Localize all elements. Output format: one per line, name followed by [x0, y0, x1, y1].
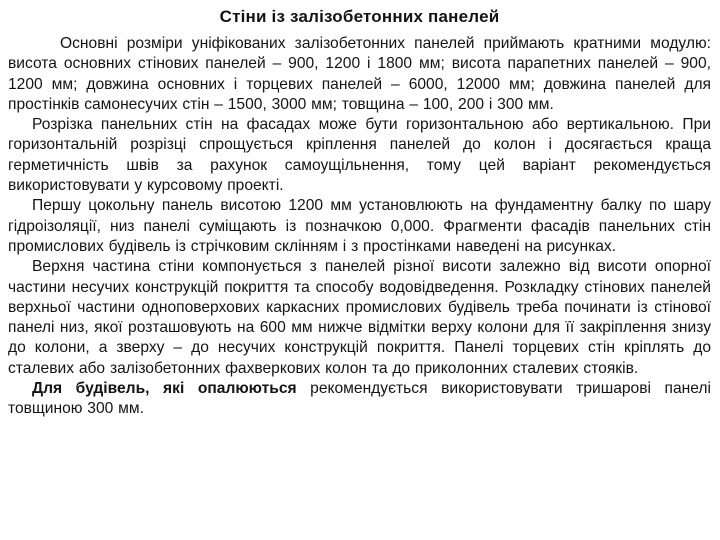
paragraph-plinth-panel: Першу цокольну панель висотою 1200 мм установлюють на фундаментну балку по шару гідроізоляції, низ панелі суміщають із позначкою 0,000. Фрагменти фасадів панельних стін промислових будівель із стрічковим склінням і з простінками наведені на рисунках. [8, 197, 711, 255]
paragraph-wall-cutting: Розрізка панельних стін на фасадах може бути горизонтальною або вертикальною. При горизонтальній розрізці спрощується кріплення панелей до колон і досягається краща герметичність швів за рахунок самоущільнення, тому цей варіант рекомендується використовувати у курсовому проекті. [8, 116, 711, 195]
heated-buildings-lead: Для будівель, які опалюються [32, 380, 297, 398]
page-title: Стіни із залізобетонних панелей [219, 7, 500, 26]
heated-buildings-text: рекомендується використовувати тришарові панелі товщиною 300 мм. [8, 380, 711, 418]
paragraph-upper-wall: Верхня частина стіни компонується з панелей різної висоти залежно від висоти опорної частини несучих конструкцій покриття та способу водовідведення. Розкладку стінових панелей верхньої частини одноповерхових каркасних промислових будівель треба починати із стінової панелі низ, якої розташовують на 600 мм нижче відмітки верху колони для її закріплення знизу до колони, а зверху – до несучих конструкцій покриття. Панелі торцевих стін кріплять до сталевих або залізобетонних фахверкових колон та до приколонних сталевих стояків. [8, 258, 711, 377]
paragraph-heated-buildings [8, 379, 711, 420]
paragraph-panel-dimensions: Основні розміри уніфікованих залізобетонних панелей приймають кратними модулю: висота основних стінових панелей – 900, 1200 і 1800 мм; висота парапетних панелей – 900, 1200 мм; довжина основних і торцевих панелей – 6000, 12000 мм; довжина панелей для простінків самонесучих стін – 1500, 3000 мм; товщина – 100, 200 і 300 мм. [8, 35, 711, 113]
